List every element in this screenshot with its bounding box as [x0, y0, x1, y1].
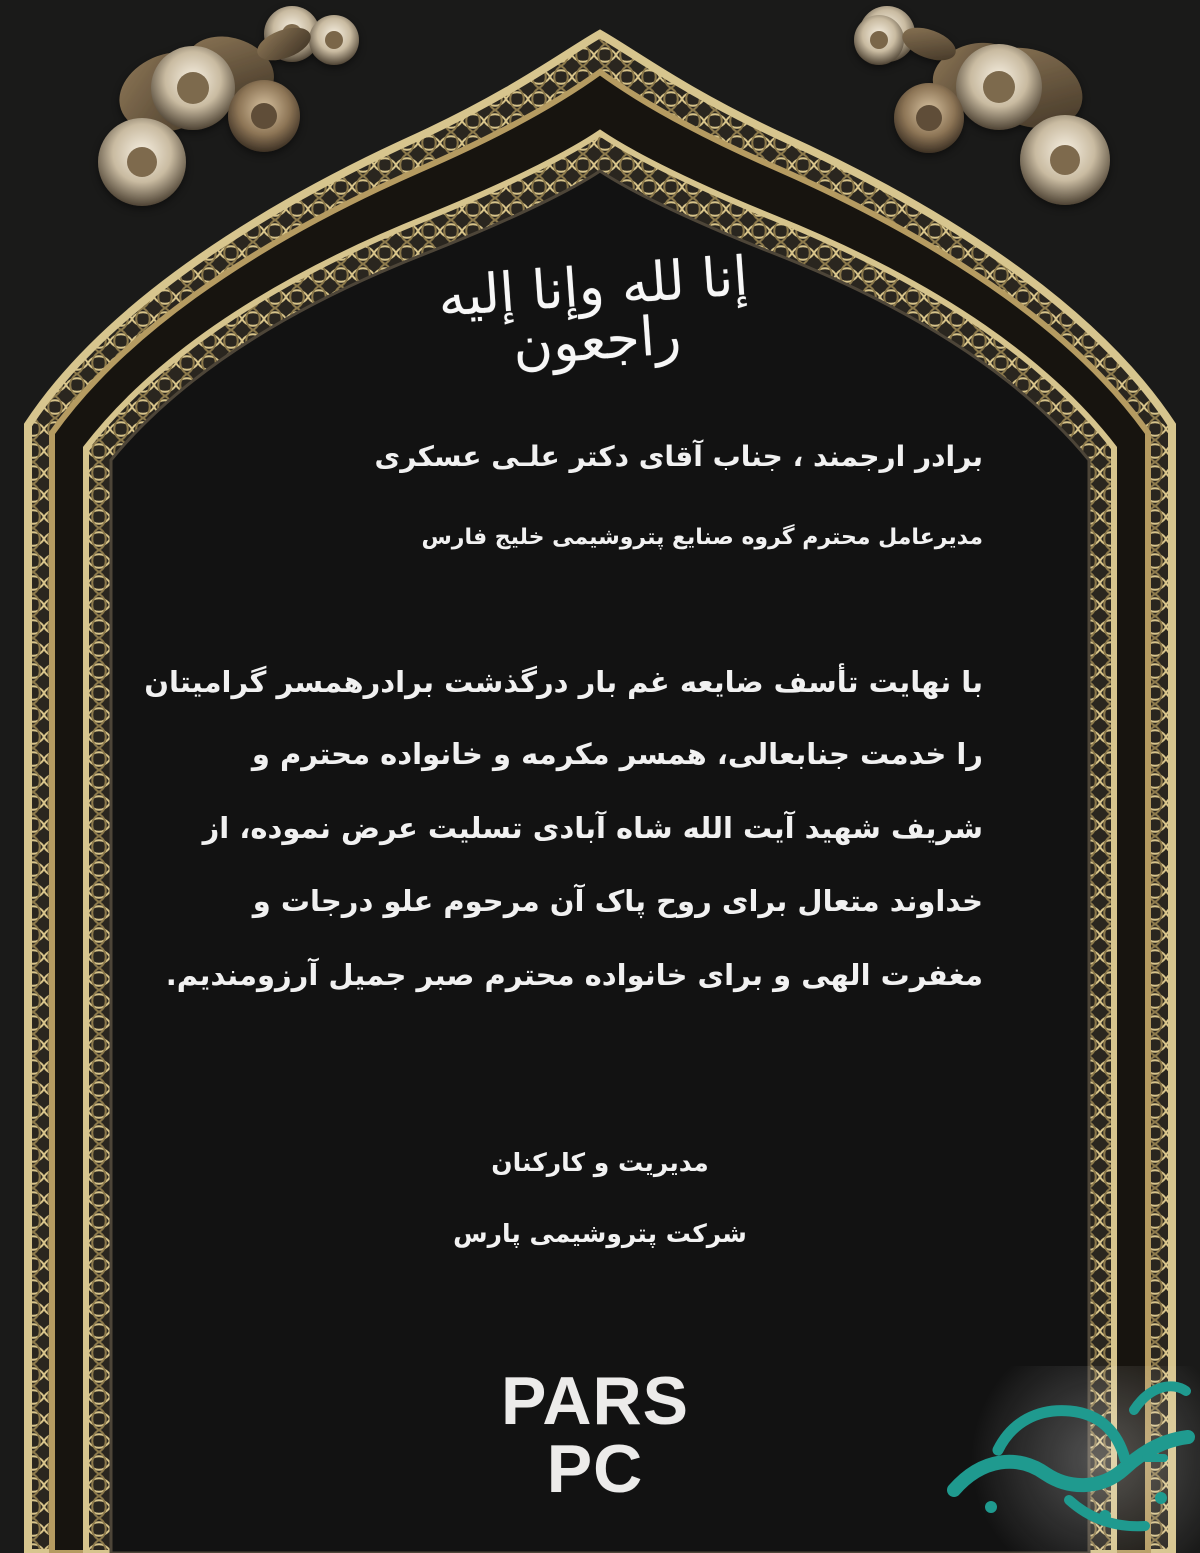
message-body-line-4: خداوند متعال برای روح پاک آن مرحوم علو درجات و [252, 884, 983, 918]
recipient-line: برادر ارجمند ، جناب آقای دکتر علـی عسکری [374, 440, 983, 473]
message-body-line-3: شریف شهید آیت الله شاه آبادی تسلیت عرض نموده، از [202, 811, 983, 845]
message-body-line-2: را خدمت جنابعالی، همسر مکرمه و خانواده محترم و [251, 737, 983, 771]
header-calligraphy: إنا لله وإنا إليه راجعون [435, 244, 751, 378]
message-body-line-1: با نهایت تأسف ضایعه غم بار درگذشت برادرهمسر گرامیتان [144, 665, 983, 699]
watermark-icon [920, 1366, 1200, 1553]
message-body-line-5: مغفرت الهی و برای خانواده محترم صبر جمیل آرزومندیم. [165, 958, 983, 992]
signature-line-1: مدیریت و کارکنان [491, 1148, 709, 1177]
recipient-title: مدیرعامل محترم گروه صنایع پتروشیمی خلیج فارس [421, 525, 983, 550]
brand-logo: PARS PC [501, 1363, 689, 1507]
watermark [920, 1366, 1200, 1553]
signature-line-2: شرکت پتروشیمی پارس [453, 1219, 747, 1248]
